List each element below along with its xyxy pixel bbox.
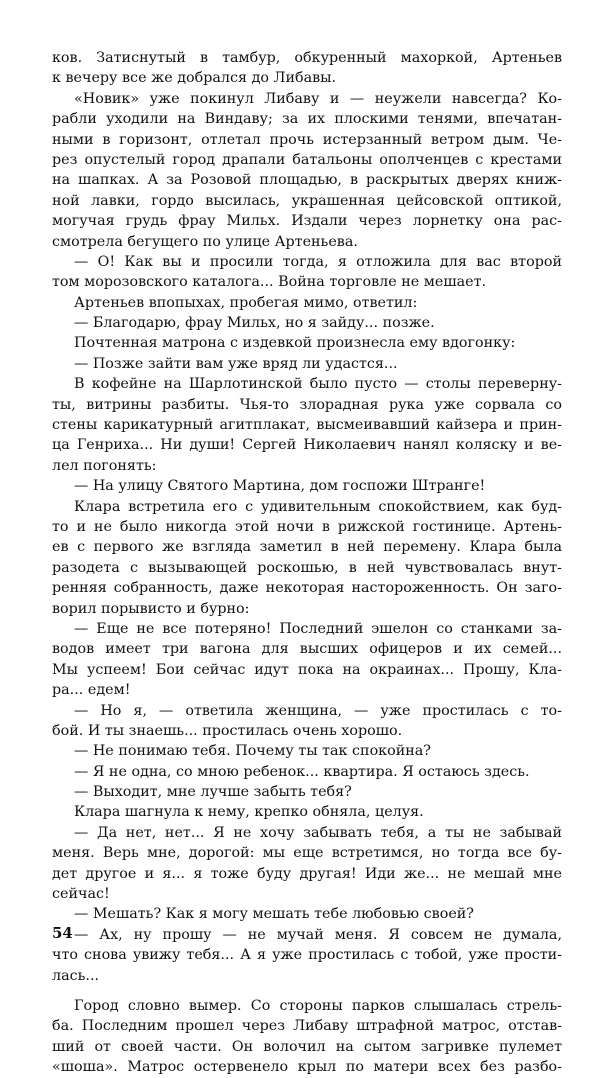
- text-line: дет другое и я... я тоже буду другая! Иди же... не мешай мне: [52, 865, 562, 882]
- text-line: — Да нет, нет... Я не хочу забывать тебя, а ты не забывай: [74, 824, 562, 841]
- text-line: то и не было никогда этой ночи в рижской гостинице. Артень-: [52, 518, 562, 535]
- text-line: ра... едем!: [52, 682, 131, 699]
- text-line: ца Генриха... Ни души! Сергей Николаевич нанял коляску и ве-: [52, 437, 562, 454]
- text-line: ба. Последним прошел через Либаву штрафной матрос, отстав-: [52, 1018, 562, 1035]
- text-line: могучая грудь фрау Мильх. Издали через лорнетку она рас-: [52, 213, 562, 230]
- text-line: ший от своей части. Он волочил на сытом загривке пулемет: [52, 1038, 562, 1055]
- text-line: ков. Затиснутый в тамбур, обкуренный махоркой, Артеньев: [52, 50, 562, 66]
- text-line: — Выходит, мне лучше забыть тебя?: [74, 784, 352, 801]
- text-line: — Мешать? Как я могу мешать тебе любовью своей?: [74, 906, 474, 923]
- text-line: «Новик» уже покинул Либаву и — неужели навсегда? Ко-: [74, 90, 562, 107]
- text-line: — Благодарю, фрау Мильх, но я зайду... позже.: [74, 315, 435, 332]
- text-line: меня. Верь мне, дорогой: мы еще встретимся, но тогда все бу-: [52, 845, 562, 862]
- text-line: на шапках. А за Розовой площадью, в раскрытых дверях книж-: [52, 172, 562, 189]
- text-line: лась...: [52, 967, 100, 984]
- text-line: Мы успеем! Бои сейчас идут пока на окраинах... Прошу, Кла-: [52, 661, 562, 678]
- text-line: водов имеет три вагона для высших офицеров и их семей...: [52, 641, 562, 658]
- text-line: ренняя собранность, даже некоторая настороженность. Он заго-: [52, 580, 562, 597]
- text-line: — О! Как вы и просили тогда, я отложила для вас второй: [74, 253, 562, 270]
- text-line: — На улицу Святого Мартина, дом госпожи Штранге!: [74, 478, 486, 495]
- text-line: — Я не одна, со мною ребенок... квартира. Я остаюсь здесь.: [74, 763, 530, 780]
- text-line: — Не понимаю тебя. Почему ты так спокойна?: [74, 743, 431, 760]
- text-line: ты, витрины разбиты. Чья-то злорадная рука уже сорвала со: [52, 396, 562, 413]
- text-line: том морозовского каталога... Война торговле не мешает.: [52, 274, 487, 291]
- text-line: «шоша». Матрос остервенело крыл по матери всех без разбо-: [52, 1059, 562, 1076]
- text-line: бой. И ты знаешь... простилась очень хорошо.: [52, 722, 403, 739]
- text-line: Почтенная матрона с издевкой произнесла ему вдогонку:: [74, 335, 516, 352]
- text-line: Клара встретила его с удивительным спокойствием, как буд-: [74, 498, 562, 515]
- page-number: 54: [52, 924, 73, 942]
- text-line: что снова увижу тебя... А я уже простилась с тобой, уже прости-: [52, 947, 562, 964]
- text-line: ной лавки, гордо высилась, украшенная цейсовской оптикой,: [52, 192, 562, 209]
- text-line: — Еще не все потеряно! Последний эшелон со станками за-: [74, 620, 562, 637]
- page-text: [52, 48, 562, 1078]
- text-line: сейчас!: [52, 886, 110, 903]
- text-line: Город словно вымер. Со стороны парков слышалась стрель-: [74, 997, 562, 1014]
- text-line: — Но я, — ответила женщина, — уже простилась с то-: [74, 702, 562, 719]
- text-line: В кофейне на Шарлотинской было пусто — столы переверну-: [74, 376, 562, 393]
- text-line: — Позже зайти вам уже вряд ли удастся...: [74, 355, 398, 372]
- text-line: — Ах, ну прошу — не мучай меня. Я совсем не думала,: [74, 926, 562, 943]
- text-line: ев с первого же взгляда заметил в ней перемену. Клара была: [52, 539, 562, 556]
- text-line: Клара шагнула к нему, крепко обняла, целуя.: [74, 804, 424, 821]
- text-line: разодета с вызывающей роскошью, в ней чувствовалась внут-: [52, 559, 562, 576]
- text-line: ными в горизонт, отлетал прочь истерзанный ветром дым. Че-: [52, 131, 562, 148]
- text-line: смотрела бегущего по улице Артеньева.: [52, 233, 358, 250]
- text-line: рез опустелый город драпали батальоны ополченцев с крестами: [52, 151, 562, 168]
- text-line: стены карикатурный агитплакат, высмеивавший кайзера и прин-: [52, 417, 562, 434]
- text-line: ворил порывисто и бурно:: [52, 600, 250, 617]
- text-line: к вечеру все же добрался до Либавы.: [52, 70, 337, 87]
- text-line: рабли уходили на Виндаву; за их плоскими тенями, впечатан-: [52, 111, 562, 128]
- text-line: Артеньев впопыхах, пробегая мимо, ответил:: [74, 294, 418, 311]
- section-break: [52, 986, 562, 996]
- text-line: лел погонять:: [52, 457, 157, 474]
